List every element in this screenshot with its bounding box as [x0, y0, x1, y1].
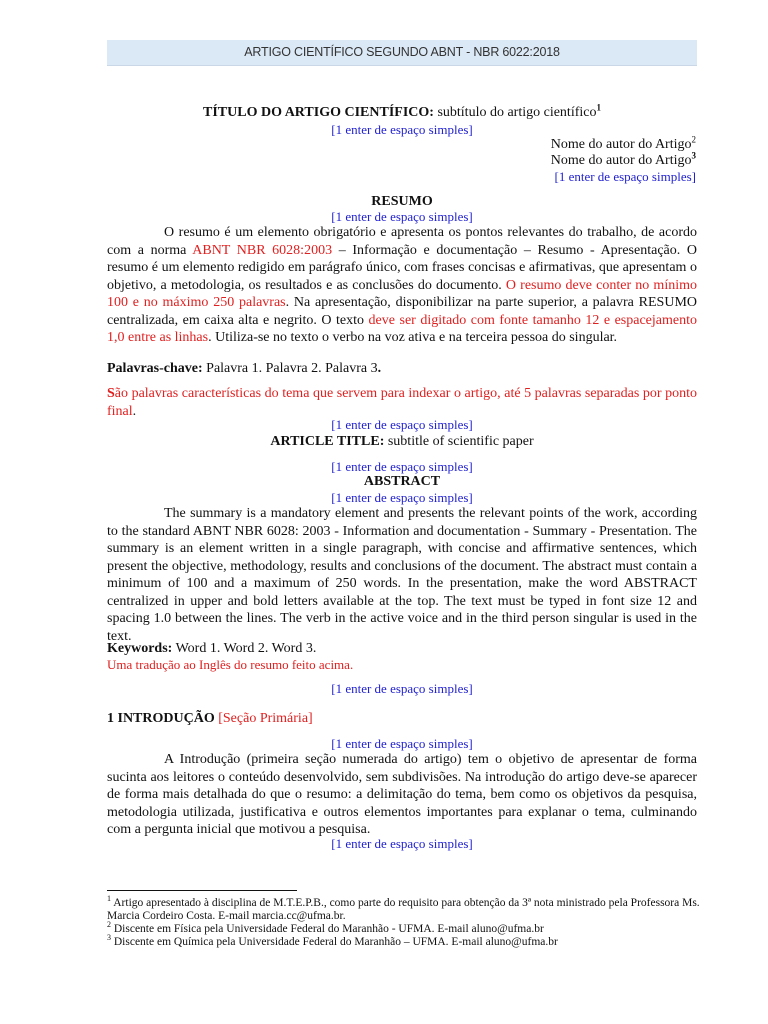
title-subtitle: subtítulo do artigo científico	[433, 105, 597, 120]
resumo-paragraph: O resumo é um elemento obrigatório e apresenta os pontos relevantes do trabalho, de acordo com a norma ABNT NBR 6028:2003 – Informação e documentação – Resumo - Apresentação. O resumo é um elemento redigido em parágrafo único, com frases concisas e afirmativas, que apresentam o objetivo, a metodologia, os resultados e as conclusões do documento. O resumo deve conter no mínimo 100 e no máximo 250 palavras. Na apresentação, disponibilizar na parte superior, a palavra RESUMO centralizada, em caixa alta e negrito. O texto deve ser digitado com fonte tamanho 12 e espacejamento 1,0 entre as linhas. Utiliza-se no texto o verbo na voz ativa e na terceira pessoa do singular.	[107, 225, 698, 345]
article-title-en: ARTICLE TITLE: subtitle of scientific paper	[270, 434, 534, 449]
footnote-divider	[107, 890, 297, 891]
abstract-heading: ABSTRACT	[363, 474, 441, 489]
abstract-keywords: Keywords: Word 1. Word 2. Word 3.	[107, 641, 317, 656]
spacing-note: [1 enter de espaço simples]	[331, 417, 473, 432]
abstract-paragraph: The summary is a mandatory element and presents the relevant points of the work, according to the standard ABNT NBR 6028: 2003 - Information and documentation - Summary - Presentation. The summary is an element written in a single paragraph, with concise and affirmative sentences, which present the objective, methodology, results and conclusions of the document. The abstract must contain a minimum of 100 and a maximum of 250 words. In the presentation, make the word ABSTRACT centralized in upper and bold letters available at the top. The text must be typed in font size 12 and spacing 1.0 between the lines. The verb in the active voice and in the third person singular is used in the text.	[107, 506, 697, 644]
spacing-note: [1 enter de espaço simples]	[331, 836, 473, 851]
intro-paragraph: A Introdução (primeira seção numerada do artigo) tem o objetivo de apresentar de forma sucinta aos leitores o conteúdo desenvolvido, sem subdivisões. Na introdução do artigo deve-se aparecer de forma mais detalhada do que o resumo: a delimitação do tema, bem como os objetivos da pesquisa, metodologia utilizada, justificativa e outros elementos importantes para explanar o tema, culminando com a pergunta inicial que motivou a pesquisa.	[107, 752, 697, 837]
spacing-note: [1 enter de espaço simples]	[331, 122, 473, 137]
spacing-note: [1 enter de espaço simples]	[331, 490, 473, 505]
spacing-note: [1 enter de espaço simples]	[554, 169, 696, 184]
article-title	[107, 104, 697, 121]
resumo-keywords: Palavras-chave: Palavra 1. Palavra 2. Palavra 3.	[107, 361, 382, 376]
spacing-note: [1 enter de espaço simples]	[331, 459, 473, 474]
section-heading-introducao: 1 INTRODUÇÃO [Seção Primária]	[107, 711, 313, 726]
author-1: Nome do autor do Artigo$^2$	[550, 134, 696, 152]
footnote-2: $^2$ Discente em Física pela Universidade Federal do Maranhão - UFMA. E-mail aluno@ufma.br	[107, 920, 544, 935]
spacing-note: [1 enter de espaço simples]	[331, 736, 473, 751]
page-header: ARTIGO CIENTÍFICO SEGUNDO ABNT - NBR 6022:2018	[107, 40, 697, 66]
footnote-3: $^3$ Discente em Química pela Universidade Federal do Maranhão – UFMA. E-mail aluno@ufma.br	[107, 933, 558, 948]
resumo-heading: RESUMO	[371, 194, 433, 209]
keywords-note: São palavras características do tema que servem para indexar o artigo, até 5 palavras separadas por ponto final.	[107, 386, 697, 419]
abstract-note: Uma tradução ao Inglês do resumo feito acima.	[107, 657, 354, 672]
title-footnote-mark: 1	[596, 102, 601, 113]
footnote-1: $^1$ Artigo apresentado à disciplina de M.T.E.P.B., como parte do requisito para obtenção da 3ª nota ministrado pela Professora Ms. Marcia Cordeiro Costa. E-mail marcia.cc@ufma.br.	[107, 894, 700, 922]
title-main: TÍTULO DO ARTIGO CIENTÍFICO:	[203, 105, 434, 120]
spacing-note: [1 enter de espaço simples]	[331, 209, 473, 224]
spacing-note: [1 enter de espaço simples]	[331, 681, 473, 696]
author-2: Nome do autor do Artigo$^3$	[550, 150, 696, 168]
